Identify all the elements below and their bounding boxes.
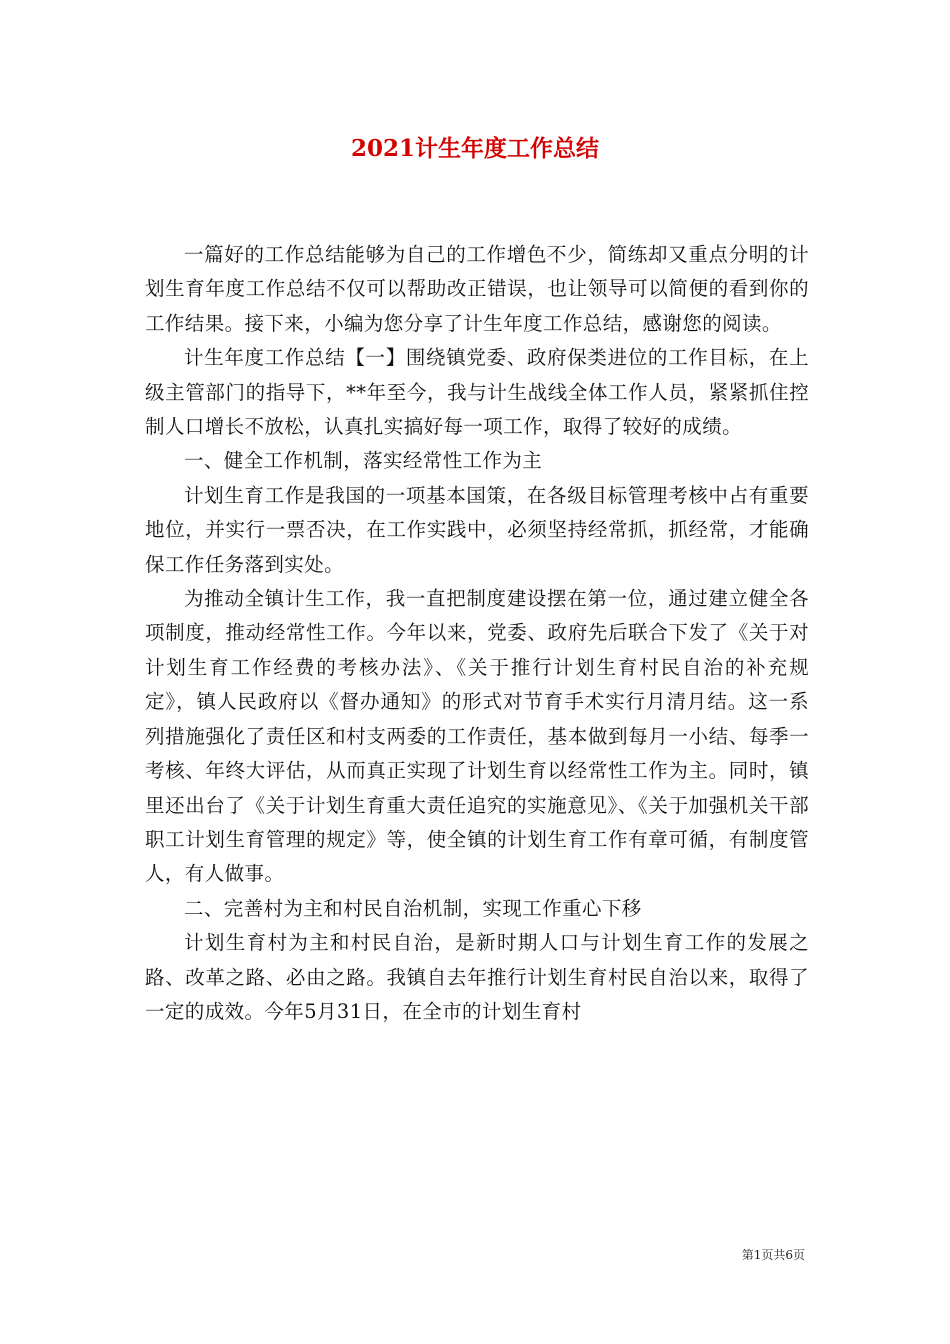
section-heading-one: 一、健全工作机制，落实经常性工作为主 xyxy=(184,449,543,473)
page-number-footer: 第1页共6页 xyxy=(741,1248,805,1262)
paragraph-intro: 一篇好的工作总结能够为自己的工作增色不少，简练却又重点分明的计划生育年度工作总结不仅可以帮助改正错误，也让领导可以简便的看到你的工作结果。接下来，小编为您分享了计生年度工作总结，感谢您的阅读。 xyxy=(145,243,809,335)
section-heading-two: 二、完善村为主和村民自治机制，实现工作重心下移 xyxy=(184,896,642,920)
paragraph-system-building: 为推动全镇计生工作，我一直把制度建设摆在第一位，通过建立健全各项制度，推动经常性工作。今年以来，党委、政府先后联合下发了《关于对计划生育工作经费的考核办法》、《关于推行计划生育村民自治的补充规定》，镇人民政府以《督办通知》的形式对节育手术实行月清月结。这一系列措施强化了责任区和村支两委的工作责任，基本做到每月一小结、每季一考核、年终大评估，从而真正实现了计划生育以经常性工作为主。同时，镇里还出台了《关于计划生育重大责任追究的实施意见》、《关于加强机关干部职工计划生育管理的规定》等，使全镇的计划生育工作有章可循，有制度管人，有人做事。 xyxy=(145,587,809,886)
document-title: 2021计生年度工作总结 xyxy=(350,135,599,162)
paragraph-village-autonomy: 计划生育村为主和村民自治，是新时期人口与计划生育工作的发展之路、改革之路、必由之路。我镇自去年推行计划生育村民自治以来，取得了一定的成效。今年5月31日，在全市的计划生育村 xyxy=(145,931,809,1023)
document-body xyxy=(145,238,809,1029)
paragraph-summary-one: 计生年度工作总结【一】围绕镇党委、政府保类进位的工作目标，在上级主管部门的指导下，**年至今，我与计生战线全体工作人员，紧紧抓住控制人口增长不放松，认真扎实搞好每一项工作，取得了较好的成绩。 xyxy=(145,346,809,439)
paragraph-basic-policy: 计划生育工作是我国的一项基本国策，在各级目标管理考核中占有重要地位，并实行一票否决，在工作实践中，必须坚持经常抓，抓经常，才能确保工作任务落到实处。 xyxy=(145,483,809,576)
